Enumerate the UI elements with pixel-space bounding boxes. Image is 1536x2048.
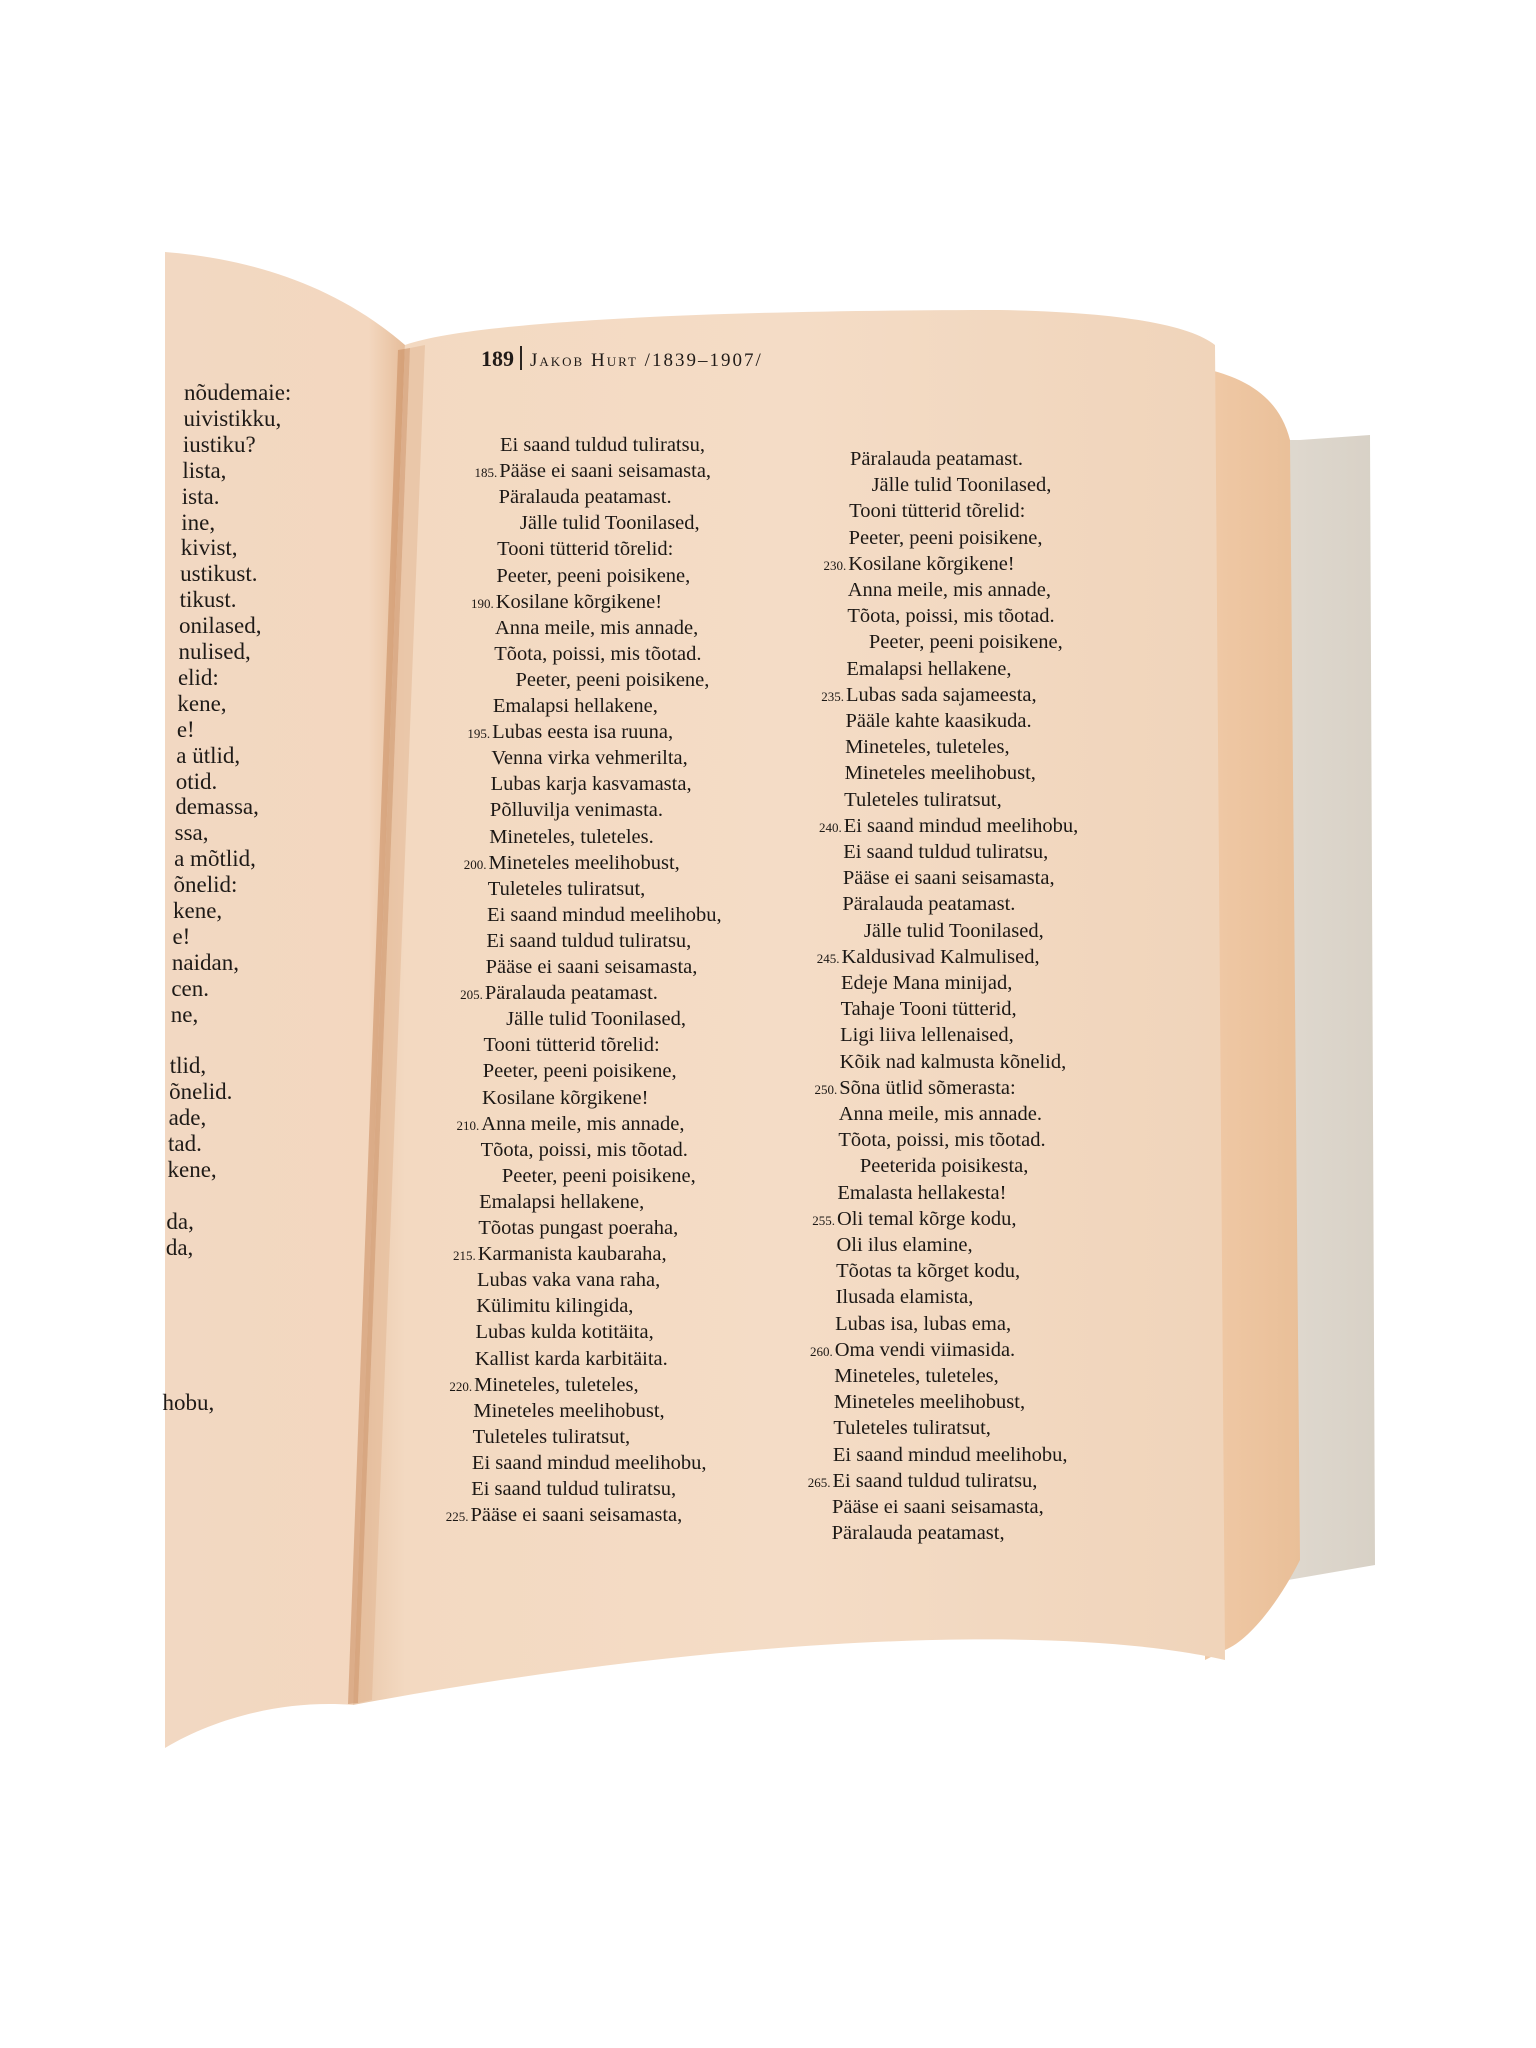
verse-line	[432, 1085, 648, 1111]
left-page-line: nulised,	[178, 639, 251, 664]
verse-text: Päralauda peatamast.	[484, 982, 658, 1005]
left-page-line: demassa,	[175, 794, 259, 820]
verse-line	[789, 1075, 1016, 1101]
left-page-line: kene,	[167, 1157, 217, 1182]
verse-line	[449, 484, 672, 510]
left-page-line: ne,	[170, 1001, 199, 1027]
verse-line	[786, 1284, 974, 1310]
verse-line	[790, 1049, 1067, 1075]
verse-number: 260.	[809, 1343, 833, 1359]
verse-line	[794, 813, 1079, 839]
verse-text: Ei saand mindud meelihobu,	[487, 903, 722, 926]
verse-line	[449, 458, 711, 484]
verse-line	[793, 865, 1055, 891]
verse-line	[446, 563, 690, 589]
left-page-line: lista,	[182, 457, 227, 483]
verse-number: 265.	[807, 1474, 831, 1490]
verse-text: Pääse ei saani seisamasta,	[470, 1504, 683, 1527]
verse-text: Anna meile, mis annade,	[481, 1112, 685, 1135]
verse-text: Tooni tütterid tõrelid:	[849, 500, 1026, 523]
left-page-line: ustikust.	[180, 561, 258, 587]
verse-line	[428, 1215, 678, 1241]
left-page-line: ine,	[181, 509, 216, 535]
verse-number: 255.	[812, 1212, 835, 1228]
verse-line	[795, 734, 1010, 760]
verse-text: Ei saand mindud meelihobu,	[832, 1443, 1068, 1466]
left-page-line: iustiku?	[182, 431, 256, 457]
verse-line	[446, 589, 662, 615]
verse-text: Tahaje Tooni tütterid,	[840, 998, 1017, 1021]
left-page-line: e!	[172, 923, 191, 949]
verse-text: Tõota, poissi, mis tõotad.	[494, 642, 702, 665]
verse-number: 220.	[449, 1378, 473, 1394]
verse-number: 195.	[467, 726, 491, 742]
verse-text: Ilusada elamista,	[835, 1286, 974, 1309]
verse-line	[423, 1398, 664, 1424]
verse-text: Oma vendi viimasida.	[834, 1338, 1016, 1361]
verse-text: Mineteles, tuleteles,	[834, 1365, 999, 1387]
verse-line	[788, 1153, 1029, 1179]
verse-line	[440, 797, 663, 823]
verse-text: Jälle tulid Toonilased,	[863, 919, 1044, 942]
verse-line	[799, 525, 1043, 551]
left-page-line: õnelid.	[169, 1079, 233, 1105]
running-header	[481, 346, 763, 372]
verse-line	[447, 536, 673, 562]
verse-line	[422, 1450, 707, 1476]
verse-text: Päralauda peatamast,	[831, 1522, 1005, 1545]
verse-text: Mineteles, tuleteles,	[474, 1373, 639, 1396]
verse-line	[785, 1311, 1011, 1337]
verse-line	[800, 446, 1023, 472]
verse-text: Tuleteles tuliratsut,	[487, 877, 646, 900]
left-page-line: otid.	[175, 768, 218, 794]
left-page-line: kene,	[173, 898, 223, 923]
left-page-line: a mõtlid,	[174, 846, 256, 872]
verse-text: Oli temal kõrge kodu,	[836, 1207, 1017, 1230]
verse-text: Tooni tütterid tõrelid:	[497, 538, 674, 561]
verse-line	[782, 1520, 1005, 1546]
left-page-line: kivist,	[180, 535, 238, 561]
verse-line	[424, 1372, 639, 1398]
verse-line	[786, 1258, 1020, 1284]
verse-line	[790, 1022, 1014, 1048]
verse-text: Mineteles, tuleteles,	[845, 736, 1010, 759]
verse-line	[788, 1127, 1045, 1153]
verse-line	[421, 1476, 676, 1502]
left-page-line: da,	[165, 1234, 194, 1260]
verse-line	[784, 1363, 999, 1389]
verse-text: Anna meile, mis annade,	[847, 579, 1051, 601]
verse-text: Emalasta hellakesta!	[837, 1181, 1007, 1204]
verse-text: Pääse ei saani seisamasta,	[832, 1496, 1044, 1518]
verse-text: Jälle tulid Toonilased,	[519, 512, 700, 535]
verse-number: 230.	[823, 557, 847, 573]
header-divider	[520, 346, 522, 370]
verse-line	[791, 996, 1017, 1022]
verse-line	[431, 1111, 684, 1137]
verse-line	[431, 1137, 688, 1163]
verse-line	[798, 577, 1051, 603]
verse-line	[430, 1163, 696, 1189]
left-page-line: kene,	[177, 690, 227, 716]
left-page-line: tlid,	[169, 1053, 207, 1079]
verse-text: Lubas kulda kotitäita,	[475, 1321, 654, 1344]
verse-text: Tooni tütterid tõrelid:	[483, 1034, 660, 1057]
verse-text: Jälle tulid Toonilased,	[506, 1008, 686, 1031]
verse-text: Külimitu kilingida,	[476, 1295, 634, 1318]
verse-text: Peeter, peeni poisikene,	[848, 526, 1043, 549]
verse-line	[796, 708, 1032, 734]
verse-text: Peeter, peeni poisikene,	[501, 1164, 696, 1187]
verse-line	[427, 1267, 660, 1293]
verse-text: Jälle tulid Toonilased,	[871, 474, 1052, 497]
verse-text: Ei saand tuldud tuliratsu,	[832, 1469, 1038, 1492]
verse-text: Lubas karja kasvamasta,	[490, 773, 692, 796]
verse-text: Pääse ei saani seisamasta,	[499, 460, 712, 483]
left-page-line: e!	[176, 716, 195, 742]
verse-text: Ei saand tuldud tuliratsu,	[486, 929, 692, 952]
verse-line	[442, 719, 673, 745]
verse-line	[785, 1337, 1015, 1363]
verse-text: Peeter, peeni poisikene,	[482, 1060, 677, 1083]
verse-line	[783, 1415, 991, 1441]
verse-text: Anna meile, mis annade.	[838, 1103, 1042, 1125]
verse-text: Ei saand mindud meelihobu,	[471, 1451, 707, 1474]
verse-line	[794, 787, 1002, 813]
verse-line	[428, 1241, 667, 1267]
verse-line	[426, 1293, 633, 1319]
verse-text: Lubas eesta isa ruuna,	[492, 721, 674, 744]
verse-text: Pääle kahte kaasikuda.	[845, 710, 1032, 732]
verse-text: Peeter, peeni poisikene,	[515, 668, 710, 691]
verse-text: Kallist karda karbitäita.	[474, 1347, 668, 1370]
verse-number: 210.	[456, 1117, 480, 1133]
verse-line	[782, 1468, 1037, 1494]
left-page-line: elid:	[177, 664, 219, 690]
verse-line	[438, 850, 679, 876]
verse-line	[791, 970, 1012, 996]
verse-text: Sõna ütlid sõmerasta:	[839, 1076, 1016, 1099]
verse-text: Kosilane kõrgikene!	[482, 1086, 649, 1109]
left-page-line: cen.	[171, 975, 210, 1001]
verse-text: Lubas vaka vana raha,	[476, 1269, 661, 1292]
verse-line	[787, 1180, 1006, 1206]
verse-line	[800, 472, 1052, 498]
verse-line	[438, 876, 646, 902]
verse-line	[425, 1346, 668, 1372]
author-heading: Jakob Hurt /1839–1907/	[530, 350, 763, 371]
verse-line	[792, 918, 1044, 944]
left-page-line: nõudemaie:	[184, 380, 292, 405]
left-page-line: a ütlid,	[176, 742, 241, 768]
verse-line	[450, 432, 705, 458]
verse-line	[441, 771, 692, 797]
verse-line	[429, 1189, 644, 1215]
verse-text: Anna meile, mis annade,	[494, 616, 699, 639]
verse-number: 250.	[814, 1081, 838, 1097]
verse-text: Mineteles meelihobust,	[833, 1391, 1026, 1414]
verse-text: Ligi liiva lellenaised,	[840, 1024, 1014, 1047]
verse-text: Karmanista kaubaraha,	[477, 1243, 667, 1266]
left-page-line: ade,	[168, 1105, 207, 1131]
verse-line	[420, 1502, 682, 1528]
verse-text: Emalapsi hellakene,	[846, 657, 1012, 680]
verse-line	[433, 1032, 659, 1058]
verse-text: Tõotas ta kõrget kodu,	[836, 1260, 1021, 1283]
verse-text: Mineteles meelihobust,	[844, 762, 1036, 785]
verse-line	[796, 656, 1011, 682]
verse-text: Pääse ei saani seisamasta,	[485, 956, 698, 978]
verse-text: Peeterida poisikesta,	[859, 1155, 1029, 1178]
verse-text: Edeje Mana minijad,	[841, 972, 1013, 994]
left-page-line: da,	[166, 1208, 194, 1234]
verse-text: Mineteles meelihobust,	[488, 851, 680, 874]
verse-line	[435, 980, 658, 1006]
left-page-line: onilased,	[179, 613, 262, 639]
verse-text: Ei saand mindud meelihobu,	[843, 814, 1079, 837]
verse-line	[434, 1006, 686, 1032]
verse-number: 190.	[470, 595, 494, 611]
left-page-line: tad.	[168, 1131, 202, 1157]
left-page-line: hobu,	[162, 1390, 215, 1416]
verse-line	[784, 1389, 1025, 1415]
left-page-line: ssa,	[174, 820, 209, 846]
verse-number: 245.	[816, 950, 840, 966]
verse-line	[448, 510, 700, 536]
verse-line	[787, 1232, 973, 1258]
verse-line	[791, 944, 1039, 970]
verse-line	[795, 760, 1036, 786]
verse-text: Mineteles, tuleteles.	[489, 825, 654, 848]
verse-text: Tõota, poissi, mis tõotad.	[838, 1129, 1046, 1152]
verse-number: 240.	[818, 819, 842, 835]
verse-text: Ei saand tuldud tuliratsu,	[500, 434, 705, 456]
left-page-line: uivistikku,	[183, 405, 282, 431]
verse-line	[799, 498, 1025, 524]
verse-text: Põlluvilja venimasta.	[489, 799, 664, 822]
verse-line	[793, 839, 1048, 865]
verse-line	[423, 1424, 631, 1450]
verse-text: Ei saand tuldud tuliratsu,	[843, 841, 1049, 863]
verse-text: Kaldusivad Kalmulised,	[841, 945, 1040, 968]
verse-line	[436, 954, 698, 980]
verse-text: Tõota, poissi, mis tõotad.	[847, 605, 1055, 628]
verse-line	[439, 824, 654, 850]
verse-line	[441, 745, 687, 771]
verse-text: Tõota, poissi, mis tõotad.	[480, 1138, 688, 1161]
verse-line	[445, 615, 698, 641]
verse-text: Päralauda peatamast.	[842, 893, 1016, 916]
verse-text: Kõik nad kalmusta kõnelid,	[839, 1050, 1067, 1073]
verse-line	[426, 1319, 654, 1345]
verse-number: 205.	[460, 987, 483, 1003]
verse-text: Ei saand tuldud tuliratsu,	[471, 1478, 677, 1500]
verse-line	[782, 1494, 1044, 1520]
page-number: 189	[481, 346, 514, 371]
verse-line	[444, 667, 710, 693]
verse-line	[797, 603, 1054, 629]
verse-text: Päralauda peatamast.	[498, 486, 672, 509]
verse-line	[444, 641, 701, 667]
verse-line	[798, 551, 1014, 577]
verse-line	[797, 629, 1063, 655]
verse-text: Emalapsi hellakene,	[479, 1190, 645, 1213]
verse-text: Tuleteles tuliratsut,	[472, 1425, 631, 1448]
verse-text: Peeter, peeni poisikene,	[496, 564, 691, 587]
verse-line	[437, 902, 722, 928]
verse-number: 215.	[452, 1248, 476, 1264]
verse-text: Emalapsi hellakene,	[492, 695, 658, 717]
verse-text: Oli ilus elamine,	[836, 1234, 973, 1256]
verse-line	[443, 693, 658, 719]
left-page-line: naidan,	[171, 949, 239, 975]
verse-text: Mineteles meelihobust,	[473, 1399, 665, 1422]
verse-number: 200.	[463, 856, 487, 872]
verse-text: Kosilane kõrgikene!	[848, 552, 1015, 575]
verse-text: Venna virka vehmerilta,	[491, 747, 688, 770]
verse-number: 225.	[445, 1509, 469, 1525]
verse-text: Tuleteles tuliratsut,	[844, 788, 1002, 811]
verse-text: Pääse ei saani seisamasta,	[842, 867, 1055, 890]
verse-number: 235.	[821, 688, 844, 704]
verse-line	[796, 682, 1037, 708]
verse-text: Tuleteles tuliratsut,	[833, 1417, 991, 1440]
verse-line	[789, 1101, 1042, 1127]
verse-line	[783, 1442, 1068, 1468]
verse-text: Lubas sada sajameesta,	[845, 683, 1037, 706]
verse-text: Päralauda peatamast.	[850, 448, 1024, 470]
verse-line	[792, 891, 1015, 917]
verse-text: Peeter, peeni poisikene,	[868, 631, 1063, 654]
verse-text: Tõotas pungast poeraha,	[478, 1217, 679, 1239]
verse-text: Lubas isa, lubas ema,	[835, 1312, 1012, 1335]
verse-line	[787, 1206, 1017, 1232]
verse-line	[436, 928, 691, 954]
left-page-line: ista.	[181, 483, 220, 509]
left-page-line: õnelid:	[173, 872, 238, 898]
verse-text: Kosilane kõrgikene!	[495, 590, 663, 613]
left-page-line: tikust.	[179, 587, 237, 613]
verse-line	[433, 1058, 677, 1084]
verse-number: 185.	[474, 465, 498, 481]
